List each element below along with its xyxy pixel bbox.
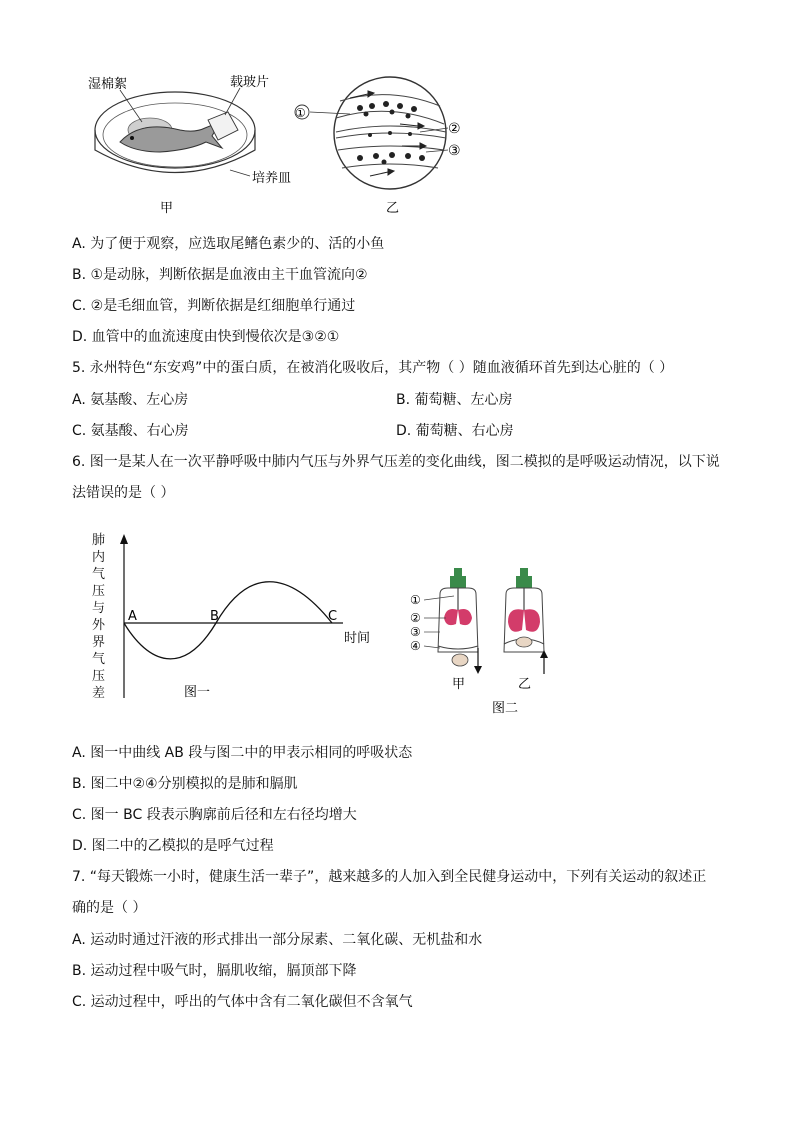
fish-eye: [130, 136, 134, 140]
leader-cotton: [120, 90, 142, 122]
q6-option-d: D. 图二中的乙模拟的是呼气过程: [72, 838, 274, 854]
y-label-char-2: 内: [92, 550, 106, 565]
figure-1-pressure-curve: [88, 528, 388, 708]
x-axis-label: 时间: [344, 631, 371, 646]
leader-dish: [230, 170, 250, 176]
y-label-char-3: 气: [92, 567, 106, 582]
fig2-leader-4: [424, 646, 440, 648]
figure-2-caption: 图二: [492, 701, 519, 716]
q7-option-a: A. 运动时通过汗液的形式排出一部分尿素、二氧化碳、无机盐和水: [72, 932, 483, 948]
q6-option-a: A. 图一中曲线 AB 段与图二中的甲表示相同的呼吸状态: [72, 745, 413, 761]
q5-option-c: C. 氨基酸、右心房: [72, 423, 189, 439]
figure-1-caption: 图一: [184, 685, 211, 700]
figure-yi: [290, 76, 480, 220]
fig2-label-jia: 甲: [452, 677, 466, 692]
q4-option-c: C. ②是毛细血管，判断依据是红细胞单行通过: [72, 298, 356, 314]
y-axis-label: [92, 532, 106, 701]
q7-option-c: C. 运动过程中，呼出的气体中含有二氧化碳但不含氧气: [72, 994, 413, 1010]
q4-option-a: A. 为了便于观察，应选取尾鳍色素少的、活的小鱼: [72, 236, 385, 252]
jar-jia: [438, 568, 482, 674]
caption-jia: 甲: [160, 201, 174, 216]
marker-1: ①: [295, 106, 306, 120]
q7-stem-line2: 确的是（ ）: [72, 900, 147, 916]
label-glass-slide: 载玻片: [230, 75, 270, 90]
fig2-marker-2: ②: [410, 611, 421, 625]
q6-option-b: B. 图二中②④分别模拟的是肺和膈肌: [72, 776, 298, 792]
pressure-curve: [124, 582, 332, 659]
point-a: A: [128, 609, 137, 624]
y-label-char-7: 界: [92, 635, 106, 650]
fig2-label-yi: 乙: [518, 677, 532, 692]
q6-stem-line1: 6. 图一是某人在一次平静呼吸中肺内气压与外界气压差的变化曲线，图二模拟的是呼吸运动情况，以下说: [72, 454, 720, 470]
y-label-char-1: 肺: [92, 533, 106, 548]
y-label-char-4: 压: [92, 584, 106, 599]
y-label-char-6: 外: [92, 618, 106, 633]
q7-stem-line1: 7. “每天锻炼一小时，健康生活一辈子”，越来越多的人加入到全民健身运动中，下列有关运动的叙述正: [72, 869, 707, 885]
figure-jia: [80, 70, 310, 220]
q6-option-c: C. 图一 BC 段表示胸廓前后径和左右径均增大: [72, 807, 357, 823]
y-label-char-8: 气: [92, 652, 106, 667]
fig2-marker-4: ④: [410, 639, 421, 653]
marker-2: ②: [448, 121, 461, 137]
q4-option-b: B. ①是动脉，判断依据是血液由主干血管流向②: [72, 267, 368, 283]
figure-2-bell-jar-model: [404, 566, 574, 718]
q4-option-d: D. 血管中的血流速度由快到慢依次是③②①: [72, 329, 340, 345]
y-axis-arrow: [120, 534, 128, 544]
point-c: C: [328, 609, 338, 624]
q5-option-b: B. 葡萄糖、左心房: [396, 392, 513, 408]
point-b: B: [210, 609, 219, 624]
q5-stem: 5. 永州特色“东安鸡”中的蛋白质，在被消化吸收后，其产物（ ）随血液循环首先到达心脏的（ ）: [72, 360, 674, 376]
fig2-marker-1: ①: [410, 593, 421, 607]
jar-yi: [504, 568, 548, 674]
y-label-char-5: 与: [92, 601, 106, 616]
marker-3: ③: [448, 143, 461, 159]
q5-option-d: D. 葡萄糖、右心房: [396, 423, 514, 439]
y-label-char-10: 差: [92, 686, 106, 701]
q5-option-a: A. 氨基酸、左心房: [72, 392, 189, 408]
caption-yi: 乙: [386, 201, 400, 216]
fig2-marker-3: ③: [410, 625, 421, 639]
label-petri-dish: 培养皿: [252, 171, 292, 186]
y-label-char-9: 压: [92, 669, 106, 684]
label-wet-cotton: 湿棉絮: [88, 77, 128, 92]
q7-option-b: B. 运动过程中吸气时，膈肌收缩，膈顶部下降: [72, 963, 357, 979]
q6-stem-line2: 法错误的是（ ）: [72, 485, 175, 501]
